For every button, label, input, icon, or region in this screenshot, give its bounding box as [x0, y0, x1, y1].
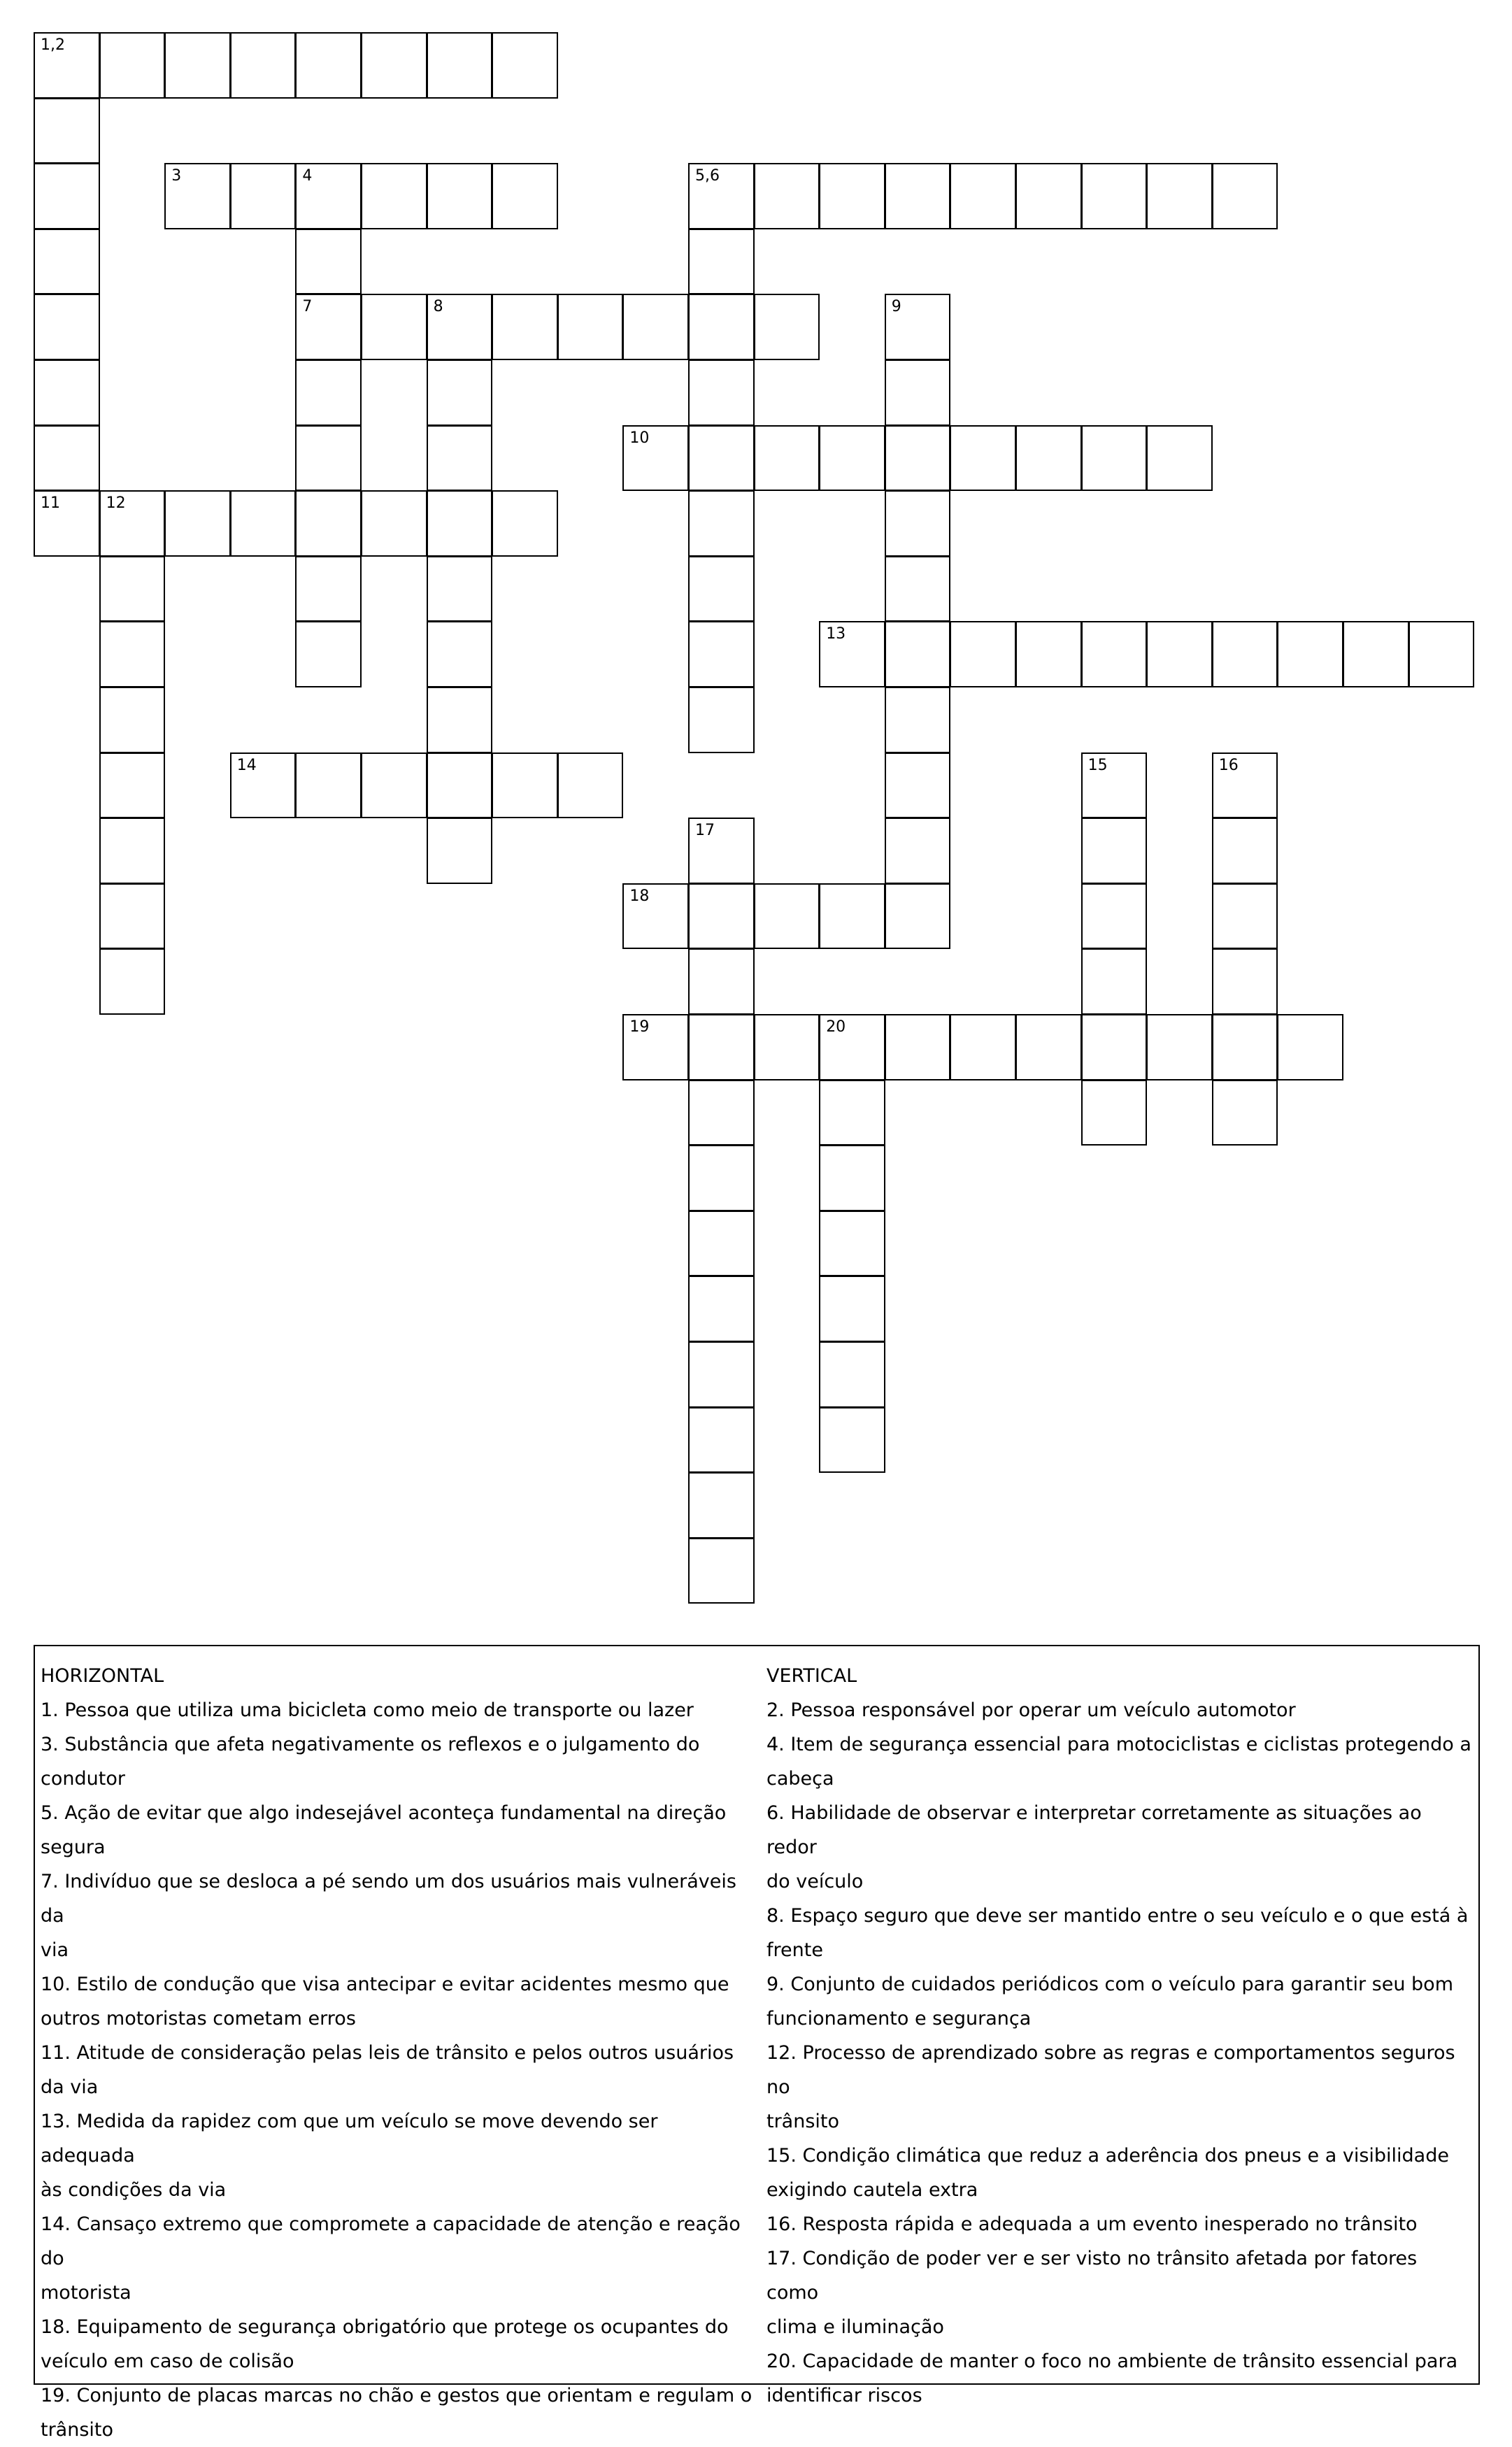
crossword-cell[interactable]: [1212, 883, 1278, 950]
clue-line: 11. Atitude de consideração pelas leis de trânsito e pelos outros usuários: [41, 2042, 734, 2064]
crossword-cell[interactable]: [1015, 621, 1082, 687]
crossword-cell[interactable]: [1212, 1080, 1278, 1146]
crossword-cell[interactable]: [361, 163, 427, 229]
crossword-cell[interactable]: [99, 948, 166, 1015]
clue-line: 3. Substância que afeta negativamente os reflexos e o julgamento do: [41, 1734, 700, 1755]
crossword-cell[interactable]: [295, 229, 362, 295]
crossword-cell[interactable]: [688, 1211, 755, 1277]
crossword-cell[interactable]: [34, 490, 100, 557]
crossword-cell[interactable]: [427, 687, 493, 753]
crossword-cell[interactable]: [688, 621, 755, 687]
crossword-cell[interactable]: [622, 294, 689, 360]
crossword-cell[interactable]: [688, 948, 755, 1015]
crossword-cell[interactable]: [622, 883, 689, 950]
crossword-cell[interactable]: [361, 752, 427, 819]
crossword-cell[interactable]: [34, 32, 100, 99]
clue-number: 19: [629, 1018, 650, 1036]
crossword-cell[interactable]: [1277, 621, 1343, 687]
clue-line: trânsito: [766, 2111, 840, 2132]
clue-number: 13: [826, 625, 846, 643]
crossword-cell[interactable]: [1212, 752, 1278, 819]
crossword-cell[interactable]: [688, 1341, 755, 1408]
crossword-cell[interactable]: [885, 294, 951, 360]
crossword-cell[interactable]: [427, 294, 493, 360]
clue-line: 15. Condição climática que reduz a aderência dos pneus e a visibilidade: [766, 2145, 1449, 2167]
crossword-cell[interactable]: [295, 359, 362, 426]
clue-number: 9: [891, 298, 901, 316]
clue-number: 10: [629, 429, 650, 447]
clue-line: 9. Conjunto de cuidados periódicos com o veículo para garantir seu bom: [766, 1974, 1454, 1995]
crossword-cell[interactable]: [557, 752, 624, 819]
crossword-cell[interactable]: [688, 1276, 755, 1342]
clue-line: veículo em caso de colisão: [41, 2350, 294, 2372]
crossword-cell[interactable]: [295, 163, 362, 229]
crossword-cell[interactable]: [1146, 425, 1213, 492]
crossword-cell[interactable]: [885, 621, 951, 687]
crossword-cell[interactable]: [950, 163, 1016, 229]
vertical-clues: [766, 1659, 1473, 2413]
clue-line: 1. Pessoa que utiliza uma bicicleta como meio de transporte ou lazer: [41, 1699, 694, 1721]
crossword-cell[interactable]: [819, 425, 885, 492]
crossword-cell[interactable]: [688, 883, 755, 950]
crossword-cell[interactable]: [885, 425, 951, 492]
crossword-cell[interactable]: [1015, 1014, 1082, 1080]
crossword-cell[interactable]: [492, 490, 558, 557]
crossword-cell[interactable]: [361, 32, 427, 99]
crossword-cell[interactable]: [1343, 621, 1409, 687]
crossword-cell[interactable]: [819, 1080, 885, 1146]
crossword-cell[interactable]: [819, 1014, 885, 1080]
crossword-cell[interactable]: [885, 687, 951, 753]
clue-line: 18. Equipamento de segurança obrigatório que protege os ocupantes do: [41, 2316, 729, 2338]
crossword-cell[interactable]: [1212, 818, 1278, 884]
crossword-cell[interactable]: [819, 1341, 885, 1408]
crossword-cell[interactable]: [1146, 621, 1213, 687]
crossword-cell[interactable]: [754, 883, 820, 950]
clue-line: exigindo cautela extra: [766, 2179, 978, 2201]
crossword-cell[interactable]: [427, 32, 493, 99]
crossword-cell[interactable]: [164, 32, 231, 99]
crossword-cell[interactable]: [885, 752, 951, 819]
crossword-cell[interactable]: [885, 1014, 951, 1080]
crossword-cell[interactable]: [885, 883, 951, 950]
clue-line: 12. Processo de aprendizado sobre as regras e comportamentos seguros no: [766, 2042, 1455, 2098]
clue-line: 13. Medida da rapidez com que um veículo se move devendo ser adequada: [41, 2111, 658, 2167]
crossword-cell[interactable]: [1212, 1014, 1278, 1080]
crossword-cell[interactable]: [230, 163, 297, 229]
clue-line: 4. Item de segurança essencial para motociclistas e ciclistas protegendo a: [766, 1734, 1471, 1755]
crossword-cell[interactable]: [34, 294, 100, 360]
crossword-cell[interactable]: [688, 425, 755, 492]
crossword-cell[interactable]: [885, 490, 951, 557]
crossword-cell[interactable]: [819, 621, 885, 687]
crossword-cell[interactable]: [427, 621, 493, 687]
crossword-cell[interactable]: [295, 425, 362, 492]
clue-number: 8: [433, 298, 443, 316]
crossword-cell[interactable]: [99, 883, 166, 950]
clue-number: 20: [826, 1018, 846, 1036]
crossword-cell[interactable]: [622, 1014, 689, 1080]
crossword-cell[interactable]: [819, 883, 885, 950]
crossword-cell[interactable]: [950, 621, 1016, 687]
crossword-cell[interactable]: [885, 556, 951, 622]
clue-line: 20. Capacidade de manter o foco no ambiente de trânsito essencial para: [766, 2350, 1458, 2372]
clue-number: 4: [302, 167, 313, 185]
clue-line: 16. Resposta rápida e adequada a um evento inesperado no trânsito: [766, 2213, 1418, 2235]
crossword-cell[interactable]: [99, 687, 166, 753]
crossword-cell[interactable]: [754, 163, 820, 229]
crossword-cell[interactable]: [427, 752, 493, 819]
clue-line: condutor: [41, 1768, 125, 1790]
crossword-cell[interactable]: [1015, 425, 1082, 492]
clue-line: 8. Espaço seguro que deve ser mantido entre o seu veículo e o que está à: [766, 1905, 1469, 1927]
clue-number: 11: [41, 494, 60, 513]
crossword-cell[interactable]: [885, 818, 951, 884]
crossword-cell[interactable]: [819, 1145, 885, 1211]
crossword-cell[interactable]: [688, 687, 755, 753]
crossword-cell[interactable]: [1212, 948, 1278, 1015]
crossword-cell[interactable]: [688, 163, 755, 229]
crossword-cell[interactable]: [1277, 1014, 1343, 1080]
clue-number: 14: [236, 756, 257, 774]
clue-line: 5. Ação de evitar que algo indesejável aconteça fundamental na direção: [41, 1802, 727, 1824]
clue-line: 10. Estilo de condução que visa antecipar e evitar acidentes mesmo que: [41, 1974, 729, 1995]
crossword-cell[interactable]: [688, 1472, 755, 1539]
clue-line: funcionamento e segurança: [766, 2008, 1032, 2029]
crossword-cell[interactable]: [885, 163, 951, 229]
crossword-cell[interactable]: [1081, 752, 1148, 819]
horizontal-clues-title: HORIZONTAL: [41, 1665, 164, 1687]
crossword-cell[interactable]: [492, 163, 558, 229]
crossword-cell[interactable]: [688, 556, 755, 622]
crossword-cell[interactable]: [819, 1407, 885, 1474]
crossword-cell[interactable]: [99, 556, 166, 622]
crossword-cell[interactable]: [1081, 163, 1148, 229]
clues-box: [34, 1645, 1480, 2441]
crossword-cell[interactable]: [427, 818, 493, 884]
clue-line: frente: [766, 1939, 823, 1961]
crossword-cell[interactable]: [295, 294, 362, 360]
clue-number: 15: [1087, 756, 1108, 774]
clue-line: do veículo: [766, 1871, 864, 1892]
crossword-cell[interactable]: [34, 359, 100, 426]
crossword-cell[interactable]: [819, 1276, 885, 1342]
crossword-cell[interactable]: [427, 163, 493, 229]
crossword-cell[interactable]: [99, 621, 166, 687]
crossword-cell[interactable]: [164, 163, 231, 229]
crossword-cell[interactable]: [688, 1080, 755, 1146]
crossword-cell[interactable]: [557, 294, 624, 360]
crossword-cell[interactable]: [230, 32, 297, 99]
crossword-cell[interactable]: [1146, 163, 1213, 229]
crossword-cell[interactable]: [688, 1407, 755, 1474]
clue-line: 14. Cansaço extremo que compromete a capacidade de atenção e reação do: [41, 2213, 741, 2269]
crossword-cell[interactable]: [427, 425, 493, 492]
clue-number: 17: [695, 822, 715, 840]
crossword-cell[interactable]: [295, 752, 362, 819]
clue-number: 16: [1218, 756, 1239, 774]
crossword-cell[interactable]: [295, 556, 362, 622]
crossword-cell[interactable]: [1081, 1080, 1148, 1146]
crossword-cell[interactable]: [754, 1014, 820, 1080]
clue-number: 18: [629, 887, 650, 905]
crossword-cell[interactable]: [1081, 948, 1148, 1015]
crossword-cell[interactable]: [819, 163, 885, 229]
crossword-cell[interactable]: [164, 490, 231, 557]
crossword-cell[interactable]: [295, 621, 362, 687]
crossword-cell[interactable]: [34, 425, 100, 492]
clue-line: da via: [41, 2076, 99, 2098]
clue-line: 6. Habilidade de observar e interpretar corretamente as situações ao redor: [766, 1802, 1422, 1858]
crossword-cell[interactable]: [1212, 163, 1278, 229]
clue-line: às condições da via: [41, 2179, 227, 2201]
clue-number: 1,2: [41, 36, 65, 54]
clue-line: 19. Conjunto de placas marcas no chão e gestos que orientam e regulam o: [41, 2385, 753, 2406]
crossword-cell[interactable]: [230, 752, 297, 819]
clue-number: 7: [302, 298, 313, 316]
crossword-cell[interactable]: [885, 359, 951, 426]
crossword-cell[interactable]: [1146, 1014, 1213, 1080]
crossword-cell[interactable]: [492, 752, 558, 819]
crossword-cell[interactable]: [688, 1014, 755, 1080]
clue-line: motorista: [41, 2282, 131, 2304]
clue-line: identificar riscos: [766, 2385, 922, 2406]
crossword-cell[interactable]: [1081, 621, 1148, 687]
crossword-cell[interactable]: [950, 1014, 1016, 1080]
crossword-cell[interactable]: [1015, 163, 1082, 229]
crossword-cell[interactable]: [688, 1145, 755, 1211]
crossword-cell[interactable]: [1212, 621, 1278, 687]
crossword-cell[interactable]: [754, 425, 820, 492]
crossword-cell[interactable]: [688, 229, 755, 295]
crossword-cell[interactable]: [1081, 425, 1148, 492]
crossword-cell[interactable]: [427, 556, 493, 622]
horizontal-clues: [41, 1659, 757, 2447]
crossword-cell[interactable]: [295, 490, 362, 557]
clue-line: outros motoristas cometam erros: [41, 2008, 356, 2029]
clue-number: 5,6: [695, 167, 720, 185]
crossword-cell[interactable]: [688, 818, 755, 884]
crossword-cell[interactable]: [492, 294, 558, 360]
crossword-cell[interactable]: [427, 490, 493, 557]
crossword-cell[interactable]: [622, 425, 689, 492]
crossword-cell[interactable]: [688, 294, 755, 360]
clue-number: 12: [106, 494, 126, 513]
crossword-cell[interactable]: [1081, 883, 1148, 950]
crossword-cell[interactable]: [230, 490, 297, 557]
clue-line: clima e iluminação: [766, 2316, 944, 2338]
crossword-cell[interactable]: [1081, 818, 1148, 884]
crossword-cell[interactable]: [34, 98, 100, 164]
crossword-cell[interactable]: [754, 294, 820, 360]
clue-line: 2. Pessoa responsável por operar um veículo automotor: [766, 1699, 1296, 1721]
vertical-clues-title: VERTICAL: [766, 1665, 857, 1687]
crossword-cell[interactable]: [34, 163, 100, 229]
crossword-cell[interactable]: [34, 229, 100, 295]
clue-line: 17. Condição de poder ver e ser visto no trânsito afetada por fatores como: [766, 2248, 1418, 2304]
crossword-cell[interactable]: [295, 32, 362, 99]
crossword-cell[interactable]: [1408, 621, 1475, 687]
clue-line: cabeça: [766, 1768, 834, 1790]
clue-line: via: [41, 1939, 69, 1961]
clue-number: 3: [171, 167, 182, 185]
clue-line: trânsito: [41, 2419, 114, 2441]
crossword-cell[interactable]: [99, 818, 166, 884]
clue-line: 7. Indivíduo que se desloca a pé sendo um dos usuários mais vulneráveis da: [41, 1871, 736, 1927]
crossword-cell[interactable]: [688, 490, 755, 557]
crossword-cell[interactable]: [492, 32, 558, 99]
crossword-cell[interactable]: [819, 1211, 885, 1277]
crossword-cell[interactable]: [1081, 1014, 1148, 1080]
crossword-cell[interactable]: [688, 1538, 755, 1604]
crossword-cell[interactable]: [688, 359, 755, 426]
crossword-cell[interactable]: [99, 490, 166, 557]
crossword-cell[interactable]: [427, 359, 493, 426]
crossword-cell[interactable]: [361, 294, 427, 360]
crossword-cell[interactable]: [99, 752, 166, 819]
crossword-cell[interactable]: [99, 32, 166, 99]
crossword-cell[interactable]: [950, 425, 1016, 492]
clue-line: segura: [41, 1836, 106, 1858]
crossword-cell[interactable]: [361, 490, 427, 557]
